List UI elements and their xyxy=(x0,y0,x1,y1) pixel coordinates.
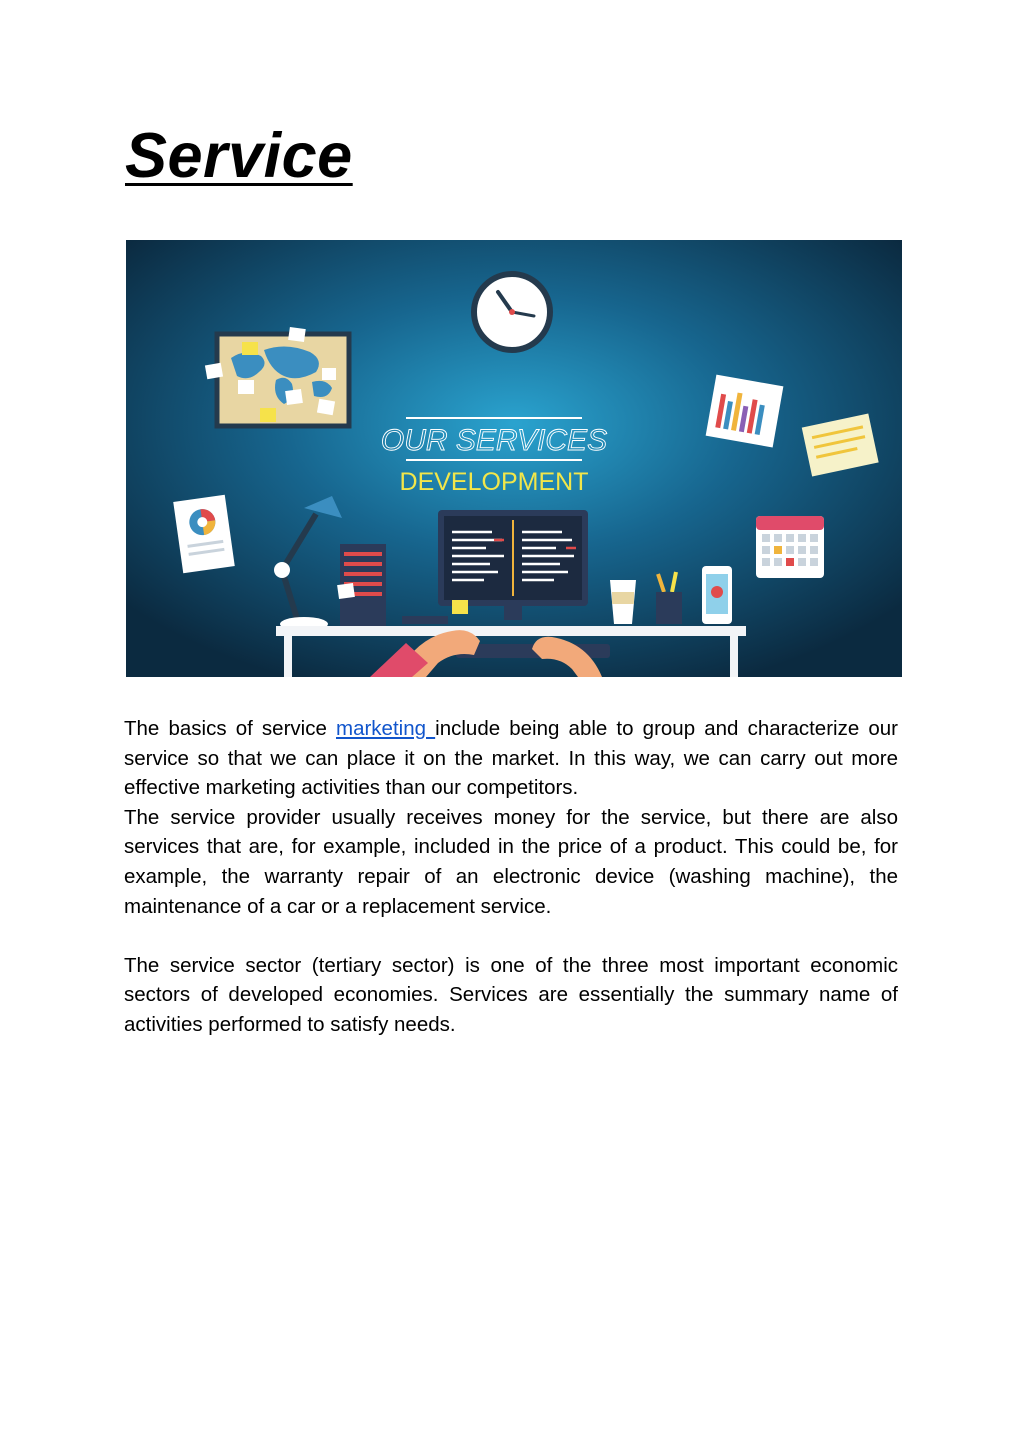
monitor-icon xyxy=(438,510,588,620)
marketing-link[interactable]: marketing xyxy=(336,717,436,740)
hero-heading-line1: OUR SERVICES xyxy=(380,424,608,457)
paragraph-2: The service provider usually receives money for the service, but there are also services that are, for example, included in the price of a product. This could be, for example, the warranty repair of an electronic device (washing machine), the maintenance of a car or a replacement service. xyxy=(124,805,898,918)
pie-chart-document xyxy=(173,495,235,574)
clock-icon xyxy=(474,274,550,350)
body-text xyxy=(124,714,898,1040)
world-map-board xyxy=(205,327,349,426)
hero-heading-line2: DEVELOPMENT xyxy=(399,468,589,496)
paragraph-3: The service sector (tertiary sector) is one of the three most important economic sectors of developed economies. Services are essentially the summary name of activities performed to satisfy needs. xyxy=(124,953,898,1036)
page-title: Service xyxy=(125,121,353,191)
p1-after-link: include being able to group and characterize our service so that we can place it on the market. In this way, we can carry out more effective marketing activities than our competitors. xyxy=(124,717,898,800)
paragraph-1 xyxy=(124,714,898,803)
paragraph-gap xyxy=(124,921,898,951)
server-tower-icon xyxy=(337,544,386,626)
bar-chart-document xyxy=(706,375,784,448)
coffee-cup-icon xyxy=(610,580,636,624)
p1-before-link: The basics of service xyxy=(124,717,336,740)
hero-illustration xyxy=(126,240,902,677)
calendar-icon xyxy=(756,516,824,578)
smartphone-icon xyxy=(702,566,732,624)
